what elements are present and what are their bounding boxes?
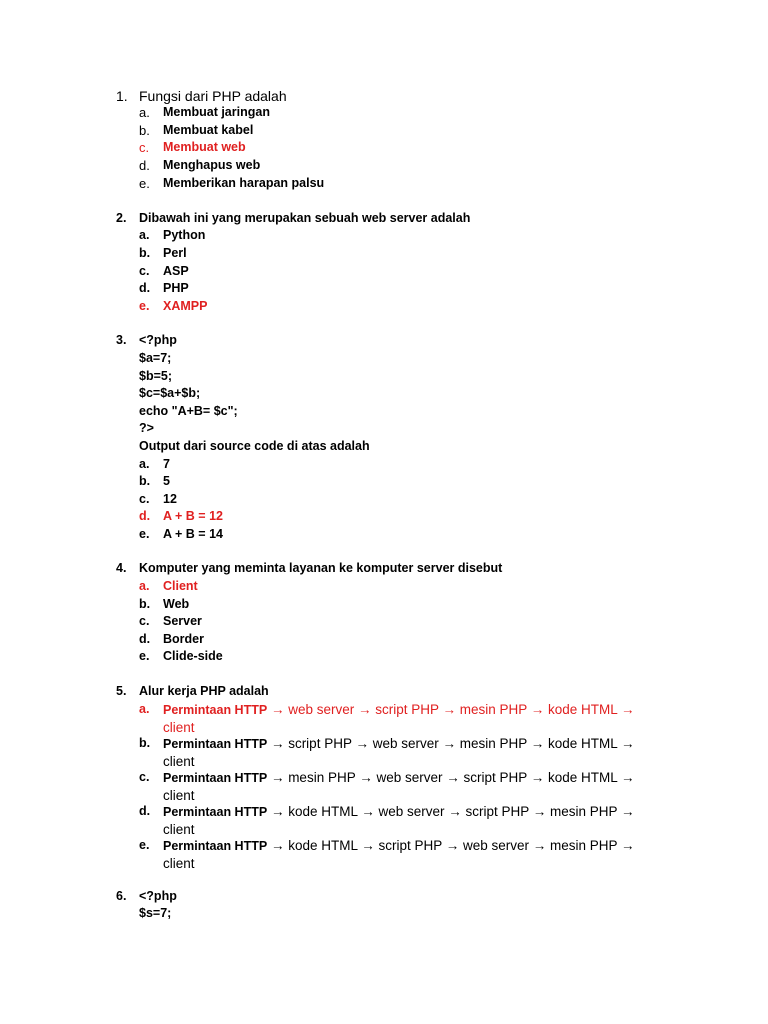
option-flow: → kode HTML → script PHP → web server → mesin PHP → client bbox=[163, 837, 635, 871]
question-text: $a=7; bbox=[139, 350, 172, 365]
option-letter: e. bbox=[139, 175, 150, 191]
question-stem-line bbox=[0, 403, 768, 421]
option-flow: → mesin PHP → web server → script PHP → kode HTML → client bbox=[163, 769, 635, 803]
option-text: Python bbox=[163, 228, 206, 243]
option-letter: d. bbox=[139, 281, 151, 296]
question-number: 6. bbox=[116, 888, 127, 903]
question-5 bbox=[0, 683, 768, 871]
question-stem bbox=[0, 560, 768, 578]
question-stem bbox=[0, 332, 768, 350]
option-lead: Permintaan HTTP bbox=[163, 770, 268, 785]
answer-option bbox=[0, 491, 768, 509]
option-letter: a. bbox=[139, 579, 150, 594]
option-text: 5 bbox=[163, 474, 170, 489]
question-stem-line bbox=[0, 385, 768, 403]
question-number: 1. bbox=[116, 88, 128, 104]
quiz-document bbox=[0, 86, 768, 940]
question-text: Komputer yang meminta layanan ke komputer server disebut bbox=[139, 561, 503, 576]
option-letter: e. bbox=[139, 837, 150, 852]
question-number: 5. bbox=[116, 684, 127, 699]
question-number: 3. bbox=[116, 333, 127, 348]
answer-option bbox=[0, 803, 768, 837]
answer-option bbox=[0, 245, 768, 263]
question-stem bbox=[0, 683, 768, 701]
answer-option bbox=[0, 578, 768, 596]
option-letter: c. bbox=[139, 614, 150, 629]
answer-option bbox=[0, 648, 768, 666]
option-letter: d. bbox=[139, 803, 151, 818]
question-text: echo "A+B= $c"; bbox=[139, 403, 238, 418]
option-text bbox=[163, 803, 663, 838]
option-lead: Permintaan HTTP bbox=[163, 702, 268, 717]
option-text: 7 bbox=[163, 456, 170, 471]
question-stem bbox=[0, 888, 768, 906]
option-letter: a. bbox=[139, 228, 150, 243]
answer-option bbox=[0, 175, 768, 193]
answer-option bbox=[0, 456, 768, 474]
option-text: Perl bbox=[163, 245, 187, 260]
question-stem bbox=[0, 86, 768, 104]
answer-option bbox=[0, 157, 768, 175]
answer-option bbox=[0, 596, 768, 614]
answer-option bbox=[0, 631, 768, 649]
answer-option bbox=[0, 701, 768, 735]
option-text: Memberikan harapan palsu bbox=[163, 175, 325, 190]
option-flow: → web server → script PHP → mesin PHP → kode HTML → client bbox=[163, 701, 635, 735]
answer-option bbox=[0, 613, 768, 631]
option-letter: a. bbox=[139, 456, 150, 471]
option-text: Server bbox=[163, 614, 202, 629]
option-letter: c. bbox=[139, 263, 150, 278]
question-text: <?php bbox=[139, 888, 177, 903]
answer-option bbox=[0, 122, 768, 140]
option-lead: Permintaan HTTP bbox=[163, 838, 268, 853]
question-stem-line bbox=[0, 905, 768, 923]
question-stem-line bbox=[0, 438, 768, 456]
option-text bbox=[163, 769, 663, 804]
question-1 bbox=[0, 86, 768, 193]
answer-option bbox=[0, 298, 768, 316]
question-stem-line bbox=[0, 350, 768, 368]
answer-option bbox=[0, 769, 768, 803]
question-2 bbox=[0, 210, 768, 316]
option-text: ASP bbox=[163, 263, 189, 278]
option-letter: b. bbox=[139, 596, 151, 611]
question-text: Dibawah ini yang merupakan sebuah web server adalah bbox=[139, 210, 471, 225]
option-letter: c. bbox=[139, 491, 150, 506]
option-text: Clide-side bbox=[163, 649, 223, 664]
answer-option bbox=[0, 280, 768, 298]
question-text: ?> bbox=[139, 421, 154, 436]
option-text: A + B = 12 bbox=[163, 509, 223, 524]
option-text bbox=[163, 701, 663, 736]
question-text: $s=7; bbox=[139, 906, 172, 921]
option-letter: a. bbox=[139, 701, 150, 716]
option-text bbox=[163, 837, 663, 872]
option-text: 12 bbox=[163, 491, 177, 506]
option-text: Client bbox=[163, 579, 198, 594]
answer-option bbox=[0, 526, 768, 544]
option-text: Menghapus web bbox=[163, 158, 261, 173]
question-stem bbox=[0, 210, 768, 228]
question-text: $b=5; bbox=[139, 368, 173, 383]
option-letter: d. bbox=[139, 509, 151, 524]
option-text: Web bbox=[163, 596, 190, 611]
question-text: Output dari source code di atas adalah bbox=[139, 438, 370, 453]
answer-option bbox=[0, 227, 768, 245]
option-letter: b. bbox=[139, 474, 151, 489]
option-flow: → script PHP → web server → mesin PHP → kode HTML → client bbox=[163, 735, 635, 769]
option-text: XAMPP bbox=[163, 298, 208, 313]
option-letter: d. bbox=[139, 631, 151, 646]
option-text: Membuat web bbox=[163, 140, 246, 155]
question-stem-line bbox=[0, 368, 768, 386]
option-letter: e. bbox=[139, 649, 150, 664]
answer-option bbox=[0, 508, 768, 526]
option-letter: b. bbox=[139, 122, 150, 138]
option-letter: b. bbox=[139, 245, 151, 260]
question-text: Alur kerja PHP adalah bbox=[139, 684, 269, 699]
option-letter: e. bbox=[139, 526, 150, 541]
question-4 bbox=[0, 560, 768, 666]
option-flow: → kode HTML → web server → script PHP → mesin PHP → client bbox=[163, 803, 635, 837]
option-letter: b. bbox=[139, 735, 151, 750]
question-6 bbox=[0, 888, 768, 923]
option-lead: Permintaan HTTP bbox=[163, 804, 268, 819]
question-stem-line bbox=[0, 420, 768, 438]
option-letter: d. bbox=[139, 158, 150, 174]
answer-option bbox=[0, 837, 768, 871]
answer-option bbox=[0, 735, 768, 769]
option-text bbox=[163, 735, 663, 770]
option-lead: Permintaan HTTP bbox=[163, 736, 268, 751]
option-letter: a. bbox=[139, 104, 150, 120]
answer-option bbox=[0, 263, 768, 281]
question-text: $c=$a+$b; bbox=[139, 386, 201, 401]
option-letter: e. bbox=[139, 298, 150, 313]
answer-option bbox=[0, 104, 768, 122]
option-letter: c. bbox=[139, 769, 150, 784]
option-letter: c. bbox=[139, 140, 150, 156]
answer-option bbox=[0, 473, 768, 491]
answer-option bbox=[0, 139, 768, 157]
option-text: Border bbox=[163, 631, 204, 646]
question-text: Fungsi dari PHP adalah bbox=[139, 88, 287, 104]
option-text: A + B = 14 bbox=[163, 526, 223, 541]
option-text: Membuat jaringan bbox=[163, 104, 270, 119]
question-number: 2. bbox=[116, 210, 127, 225]
question-number: 4. bbox=[116, 561, 127, 576]
option-text: PHP bbox=[163, 281, 189, 296]
question-3 bbox=[0, 332, 768, 543]
question-text: <?php bbox=[139, 333, 177, 348]
option-text: Membuat kabel bbox=[163, 122, 254, 137]
